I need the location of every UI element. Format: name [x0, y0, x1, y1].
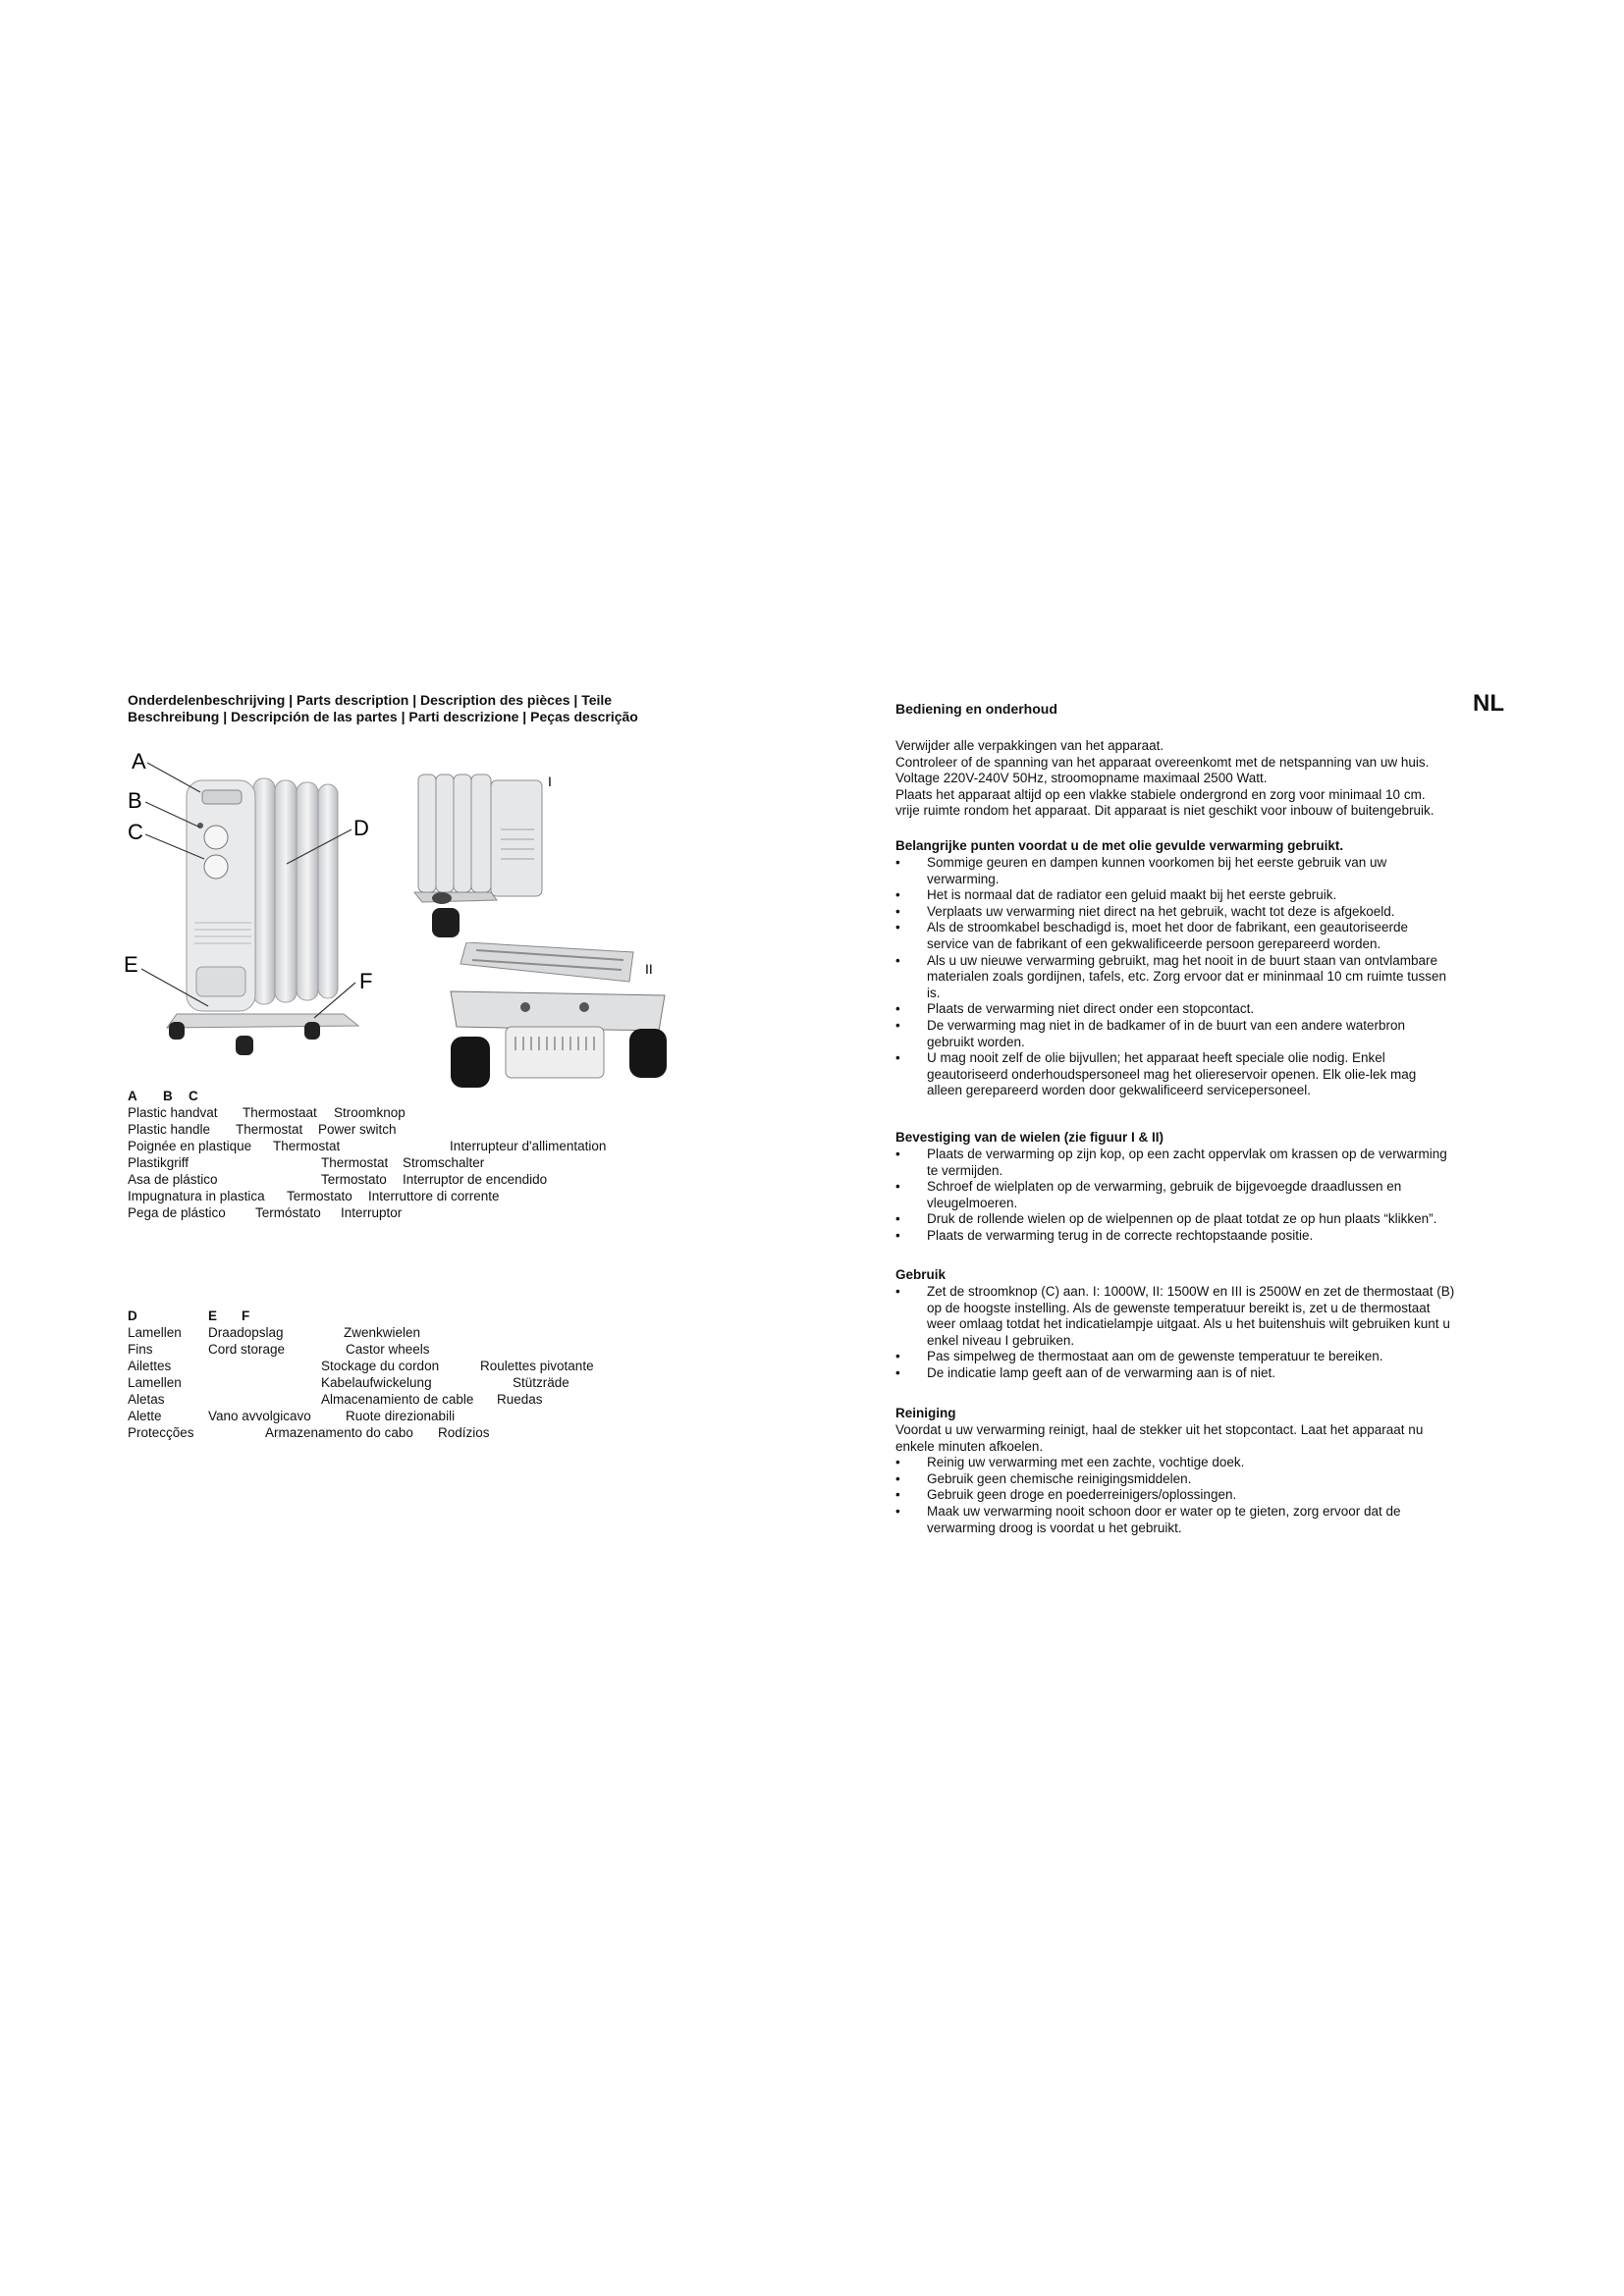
parts-heading-line2: Beschreibung | Descripción de las partes | Parti descrizione | Peças descrição	[128, 709, 638, 724]
table1-header-a: A	[128, 1089, 137, 1103]
heater-fins	[253, 778, 338, 1004]
t1-r3-c2: Stromschalter	[403, 1155, 485, 1170]
intro-line: vrije ruimte rondom het apparaat. Dit apparaat is niet geschikt voor inbouw of buitengebruik.	[895, 803, 1435, 819]
figure-ii-label: II	[645, 961, 653, 977]
list-item: • Gebruik geen droge en poederreinigers/oplossingen.	[895, 1487, 1237, 1503]
section-wheels-title: Bevestiging van de wielen (zie figuur I & II)	[895, 1130, 1164, 1145]
intro-paragraph	[895, 738, 1524, 820]
t2-r2-c0: Ailettes	[128, 1359, 172, 1373]
t1-r5-c2: Interruttore di corrente	[368, 1189, 500, 1203]
t2-r0-c0: Lamellen	[128, 1325, 182, 1340]
list-item: • Als u uw nieuwe verwarming gebruikt, mag het nooit in de buurt staan van ontvlambare materialen zoals gordijnen, tafels, etc. Zorg ervoor dat er mininmaal 10 cm ruimte tussen is.	[895, 952, 1446, 1000]
intro-line: Controleer of de spanning van het apparaat overeenkomt met de netspanning van uw huis.	[895, 754, 1430, 770]
language-code: NL	[1473, 690, 1504, 717]
cord-storage	[196, 967, 245, 996]
t1-r2-c1: Thermostat	[273, 1139, 341, 1153]
plastic-handle	[202, 790, 242, 804]
t2-r3-c0: Lamellen	[128, 1375, 182, 1390]
t1-r5-c0: Impugnatura in plastica	[128, 1189, 265, 1203]
t1-r6-c1: Termóstato	[255, 1205, 321, 1220]
table2-header-f: F	[242, 1308, 250, 1323]
t2-r1-c2: Castor wheels	[346, 1342, 430, 1357]
t2-r5-c2: Ruote direzionabili	[346, 1409, 456, 1423]
t2-r0-c1: Draadopslag	[208, 1325, 284, 1340]
list-item: • Plaats de verwarming op zijn kop, op een zacht oppervlak om krassen op de verwarming te vermijden.	[895, 1147, 1447, 1178]
t1-r6-c0: Pega de plástico	[128, 1205, 226, 1220]
t1-r4-c1: Termostato	[321, 1172, 387, 1187]
table2-header-e: E	[208, 1308, 218, 1323]
list-item: • U mag nooit zelf de olie bijvullen; het apparaat heeft speciale olie nodig. Enkel geautoriseerd onderhoudspersoneel mag het oliereservoir openen. Elk olie-lek mag alleen gerepareerd worden door gekwalificeerd servicepersoneel.	[895, 1050, 1417, 1098]
heater-illustration	[118, 741, 412, 1075]
section-usage-title: Gebruik	[895, 1267, 947, 1282]
t1-r0-c0: Plastic handvat	[128, 1105, 218, 1120]
intro-line: Verwijder alle verpakkingen van het apparaat.	[895, 738, 1164, 753]
table2-header-d: D	[128, 1308, 137, 1323]
wheel-right-figure-ii	[629, 1029, 667, 1078]
t1-r0-c1: Thermostaat	[243, 1105, 317, 1120]
cleaning-intro-line: Voordat u uw verwarming reinigt, haal de stekker uit het stopcontact. Laat het apparaat nu	[895, 1422, 1424, 1437]
section-usage-list	[895, 1284, 1524, 1382]
section-cleaning-body	[895, 1422, 1524, 1536]
t2-r4-c0: Aletas	[128, 1392, 165, 1407]
table1-header-b: B	[163, 1089, 173, 1103]
parts-heading-line1: Onderdelenbeschrijving | Parts description | Description des pièces | Teile	[128, 692, 613, 708]
t2-r5-c1: Vano avvolgicavo	[208, 1409, 311, 1423]
t2-r4-c2: Ruedas	[497, 1392, 543, 1407]
t2-r2-c2: Roulettes pivotante	[480, 1359, 594, 1373]
t1-r4-c0: Asa de plástico	[128, 1172, 218, 1187]
list-item: • Als de stroomkabel beschadigd is, moet het door de fabrikant, een geautoriseerde service van de fabrikant of een gekwalificeerde persoon gerepareerd worden.	[895, 920, 1409, 951]
section-cleaning-title: Reiniging	[895, 1406, 956, 1420]
t1-r6-c2: Interruptor	[341, 1205, 403, 1220]
t1-r2-c2: Interrupteur d'allimentation	[450, 1139, 607, 1153]
t2-r6-c2: Rodízios	[438, 1425, 490, 1440]
list-item: • De verwarming mag niet in de badkamer of in de buurt van een andere waterbron gebruikt worden.	[895, 1017, 1406, 1049]
section-important-title: Belangrijke punten voordat u de met olie gevulde verwarming gebruikt.	[895, 838, 1344, 853]
list-item: • Gebruik geen chemische reinigingsmiddelen.	[895, 1470, 1192, 1486]
t2-r1-c0: Fins	[128, 1342, 153, 1357]
thermostat-knob	[204, 826, 228, 849]
list-item: • Pas simpelweg de thermostaat aan om de gewenste temperatuur te bereiken.	[895, 1349, 1383, 1364]
t1-r3-c1: Thermostat	[321, 1155, 389, 1170]
list-item: • Sommige geuren en dampen kunnen voorkomen bij het eerste gebruik van uw verwarming.	[895, 855, 1387, 886]
t1-r5-c1: Termostato	[287, 1189, 352, 1203]
list-item: • De indicatie lamp geeft aan of de verwarming aan is of niet.	[895, 1364, 1275, 1380]
t1-r2-c0: Poignée en plastique	[128, 1139, 252, 1153]
t1-r1-c1: Thermostat	[236, 1122, 303, 1137]
list-item: • Maak uw verwarming nooit schoon door er water op te gieten, zorg ervoor dat de verwarming droog is voordat u het gebruikt.	[895, 1503, 1401, 1535]
t2-r2-c1: Stockage du cordon	[321, 1359, 440, 1373]
cleaning-intro-line: enkele minuten afkoelen.	[895, 1438, 1044, 1454]
list-item: • Reinig uw verwarming met een zachte, vochtige doek.	[895, 1455, 1245, 1470]
list-item: • Het is normaal dat de radiator een geluid maakt bij het eerste gebruik.	[895, 887, 1337, 903]
list-item: • Plaats de verwarming terug in de correcte rechtopstaande positie.	[895, 1227, 1314, 1243]
list-item: • Plaats de verwarming niet direct onder een stopcontact.	[895, 1001, 1255, 1017]
t1-r3-c0: Plastikgriff	[128, 1155, 189, 1170]
label-e: E	[124, 952, 138, 977]
t2-r1-c1: Cord storage	[208, 1342, 286, 1357]
list-item: • Zet de stroomknop (C) aan. I: 1000W, II: 1500W en III is 2500W en zet de thermostaat (B) op de hoogste instelling. Als de gewenste temperatuur bereikt is, zet u de thermostaat weer omlaag totdat het indicatielampje uitgaat. Als u het buitenshuis wilt gebruiken kunt u enkel niveau I gebruiken.	[895, 1284, 1455, 1348]
t2-r5-c0: Alette	[128, 1409, 162, 1423]
figure-i-label: I	[548, 774, 552, 789]
t1-r1-c2: Power switch	[318, 1122, 397, 1137]
label-b: B	[128, 788, 142, 813]
table1-header-c: C	[189, 1089, 198, 1103]
t2-r6-c1: Armazenamento do cabo	[265, 1425, 413, 1440]
t1-r4-c2: Interruptor de encendido	[403, 1172, 548, 1187]
figure-ii-illustration	[437, 942, 673, 1095]
wheel-figure-i	[432, 908, 460, 937]
t2-r0-c2: Zwenkwielen	[344, 1325, 421, 1340]
t1-r1-c0: Plastic handle	[128, 1122, 211, 1137]
intro-line: Plaats het apparaat altijd op een vlakke stabiele ondergrond en zorg voor minimaal 10 cm.	[895, 786, 1426, 802]
label-d: D	[353, 816, 369, 840]
label-f: F	[359, 969, 373, 993]
label-c: C	[128, 820, 143, 844]
power-switch-knob	[204, 855, 228, 879]
list-item: • Schroef de wielplaten op de verwarming, gebruik de bijgevoegde draadlussen en vleugelmoeren.	[895, 1179, 1402, 1210]
t2-r3-c1: Kabelaufwickelung	[321, 1375, 432, 1390]
list-item: • Druk de rollende wielen op de wielpennen op de plaat totdat ze op hun plaats “klikken”.	[895, 1211, 1437, 1227]
wheel-left-figure-ii	[451, 1037, 490, 1088]
t2-r4-c1: Almacenamiento de cable	[321, 1392, 474, 1407]
label-a: A	[132, 749, 146, 774]
t1-r0-c2: Stroomknop	[334, 1105, 406, 1120]
t2-r6-c0: Protecções	[128, 1425, 194, 1440]
operation-title: Bediening en onderhoud	[895, 701, 1057, 717]
section-important-list	[895, 855, 1524, 1099]
intro-line: Voltage 220V-240V 50Hz, stroomopname maximaal 2500 Watt.	[895, 771, 1268, 786]
section-wheels-list	[895, 1147, 1524, 1245]
t2-r3-c2: Stützräde	[513, 1375, 569, 1390]
figure-i-illustration	[412, 771, 569, 942]
list-item: • Verplaats uw verwarming niet direct na het gebruik, wacht tot deze is afgekoeld.	[895, 903, 1395, 919]
